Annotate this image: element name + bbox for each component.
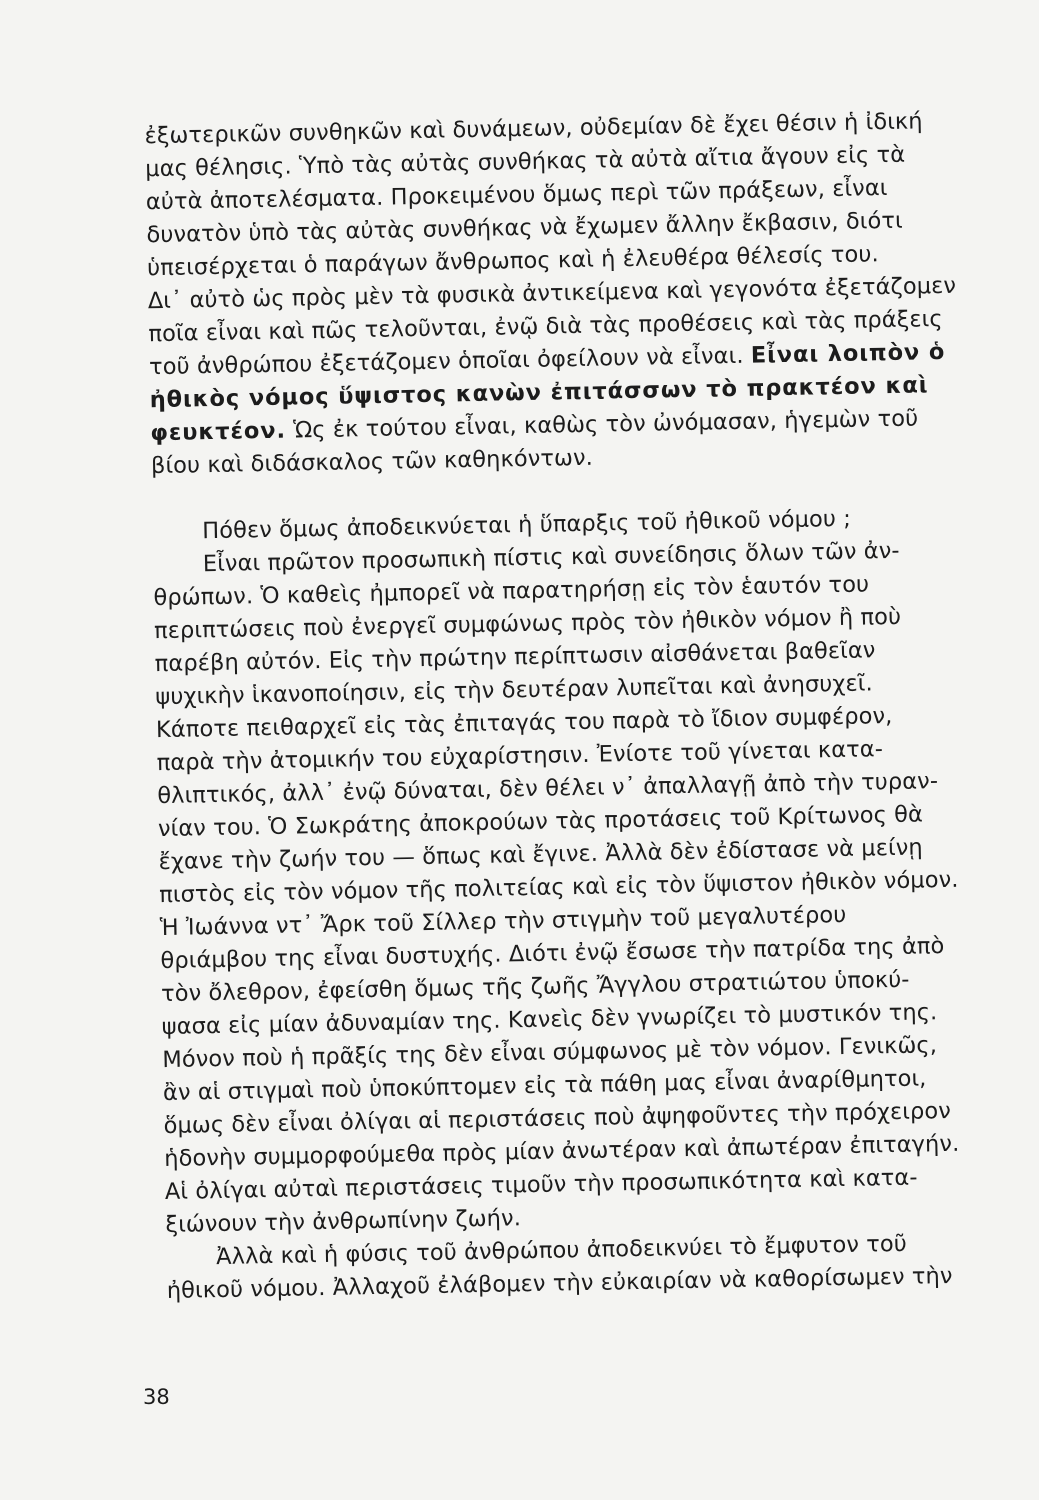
page-number: 38 — [143, 1385, 170, 1409]
text-line: Ἡ Ἰωάννα ντ᾿ Ἄρκ τοῦ Σίλλερ τὴν στιγμὴν τοῦ μεγαλυτέρου — [159, 901, 847, 942]
text-line — [148, 338, 946, 381]
text-line: ἠθικοῦ νόμου. Ἀλλαχοῦ ἐλάβομεν τὴν εὐκαιρίαν νὰ καθορίσωμεν τὴν — [166, 1262, 953, 1305]
text-line: νίαν του. Ὁ Σωκράτης ἀποκρούων τὰς προτάσεις τοῦ Κρίτωνος θὰ — [157, 801, 924, 843]
text-line: θλιπτικός, ἀλλ᾿ ἐνῷ δύναται, δὲν θέλει ν᾿ ἀπαλλαγῇ ἀπὸ τὴν τυραν- — [157, 768, 939, 810]
text-line: ψυχικὴν ἱκανοποίησιν, εἰς τὴν δευτέραν λυπεῖται καὶ ἀνησυχεῖ. — [155, 670, 873, 711]
text-line — [150, 405, 919, 447]
text-line: μας θέλησις. Ὑπὸ τὰς αὐτὰς συνθήκας τὰ αὐτὰ αἴτια ἄγουν εἰς τὰ — [145, 141, 906, 183]
text-line: Μόνον ποὺ ἡ πρᾶξίς της δὲν εἶναι σύμφωνος μὲ τὸν νόμον. Γενικῶς, — [162, 1032, 938, 1074]
text-normal: Ὡς ἐκ τούτου εἶναι, καθὼς τὸν ὠνόμασαν, ἡγεμὼν τοῦ — [285, 405, 919, 444]
text-line: δυνατὸν ὑπὸ τὰς αὐτὰς συνθήκας νὰ ἔχωμεν ἄλλην ἔκβασιν, διότι — [146, 207, 903, 249]
text-line: βίου καὶ διδάσκαλος τῶν καθηκόντων. — [150, 444, 594, 480]
text-line: θρώπων. Ὁ καθεὶς ἠμπορεῖ νὰ παρατηρήσῃ εἰς τὸν ἑαυτόν του — [153, 571, 870, 612]
text-line: περιπτώσεις ποὺ ἐνεργεῖ συμφώνως πρὸς τὸν ἠθικὸν νόμον ἢ ποὺ — [153, 603, 902, 645]
text-line: παρέβη αὐτόν. Εἰς τὴν πρώτην περίπτωσιν αἰσθάνεται βαθεῖαν — [154, 637, 876, 678]
text-line: ἂν αἱ στιγμαὶ ποὺ ὑποκύπτομεν εἰς τὰ πάθη μας εἶναι ἀναρίθμητοι, — [162, 1065, 927, 1107]
text-line: ἡδονὴν συμμορφούμεθα πρὸς μίαν ἀνωτέραν καὶ ἀπωτέραν ἐπιταγήν. — [164, 1130, 960, 1173]
text-line: Αἱ ὀλίγαι αὐταὶ περιστάσεις τιμοῦν τὴν προσωπικότητα καὶ κατα- — [164, 1164, 918, 1206]
text-line: ἔχανε τὴν ζωήν του — ὅπως καὶ ἔγινε. Ἀλλὰ δὲν ἐδίστασε νὰ μείνῃ — [158, 834, 923, 876]
text-normal: τοῦ ἀνθρώπου ἐξετάζομεν ὁποῖαι ὀφείλουν νὰ εἶναι. — [148, 342, 752, 381]
bold-text: φευκτέον. — [150, 417, 287, 447]
text-line: ἐξωτερικῶν συνθηκῶν καὶ δυνάμεων, οὐδεμίαν δὲ ἔχει θέσιν ἡ ἰδική — [144, 108, 923, 150]
text-line: αὐτὰ ἀποτελέσματα. Προκειμένου ὅμως περὶ τῶν πράξεων, εἶναι — [145, 174, 888, 216]
text-line: παρὰ τὴν ἀτομικήν του εὐχαρίστησιν. Ἐνίοτε τοῦ γίνεται κατα- — [156, 736, 884, 777]
text-line: τὸν ὄλεθρον, ἐφείσθη ὅμως τῆς ζωῆς Ἄγγλου στρατιώτου ὑποκύ- — [160, 966, 910, 1008]
text-line: ψασα εἰς μίαν ἀδυναμίαν της. Κανεὶς δὲν γνωρίζει τὸ μυστικόν της. — [161, 999, 938, 1041]
text-line: Ἀλλὰ καὶ ἡ φύσις τοῦ ἀνθρώπου ἀποδεικνύει τὸ ἔμφυτον τοῦ — [215, 1230, 908, 1271]
text-line — [149, 372, 929, 414]
text-line: Πόθεν ὅμως ἀποδεικνύεται ἡ ὕπαρξις τοῦ ἠθικοῦ νόμου ; — [201, 505, 852, 545]
bold-text: ἠθικὸς νόμος ὕψιστος κανὼν ἐπιτάσσων τὸ πρακτέον καὶ — [149, 372, 929, 414]
text-line: ξιώνουν τὴν ἀνθρωπίνην ζωήν. — [165, 1205, 522, 1239]
bold-text: Εἶναι λοιπὸν ὁ — [750, 338, 946, 369]
text-line: θριάμβου της εἶναι δυστυχής. Διότι ἐνῷ ἔσωσε τὴν πατρίδα της ἀπὸ — [160, 933, 945, 975]
text-line: πιστὸς εἰς τὸν νόμον τῆς πολιτείας καὶ εἰς τὸν ὕψιστον ἠθικὸν νόμον. — [158, 866, 959, 909]
text-line: ὅμως δὲν εἶναι ὀλίγαι αἱ περιστάσεις ποὺ ἀψηφοῦντες τὴν πρόχειρον — [163, 1097, 952, 1140]
text-line: Δι᾿ αὐτὸ ὡς πρὸς μὲν τὰ φυσικὰ ἀντικείμενα καὶ γεγονότα ἐξετάζομεν — [147, 272, 957, 315]
text-line: ποῖα εἶναι καὶ πῶς τελοῦνται, ἐνῷ διὰ τὰς προθέσεις καὶ τὰς πράξεις — [148, 305, 943, 348]
text-line: ὑπεισέρχεται ὁ παράγων ἄνθρωπος καὶ ἡ ἐλευθέρα θέλεσίς του. — [146, 241, 880, 282]
text-line: Κάποτε πειθαρχεῖ εἰς τὰς ἐπιταγάς του παρὰ τὸ ἴδιον συμφέρον, — [155, 703, 893, 744]
text-line: Εἶναι πρῶτον προσωπικὴ πίστις καὶ συνείδησις ὅλων τῶν ἀν- — [202, 537, 900, 578]
